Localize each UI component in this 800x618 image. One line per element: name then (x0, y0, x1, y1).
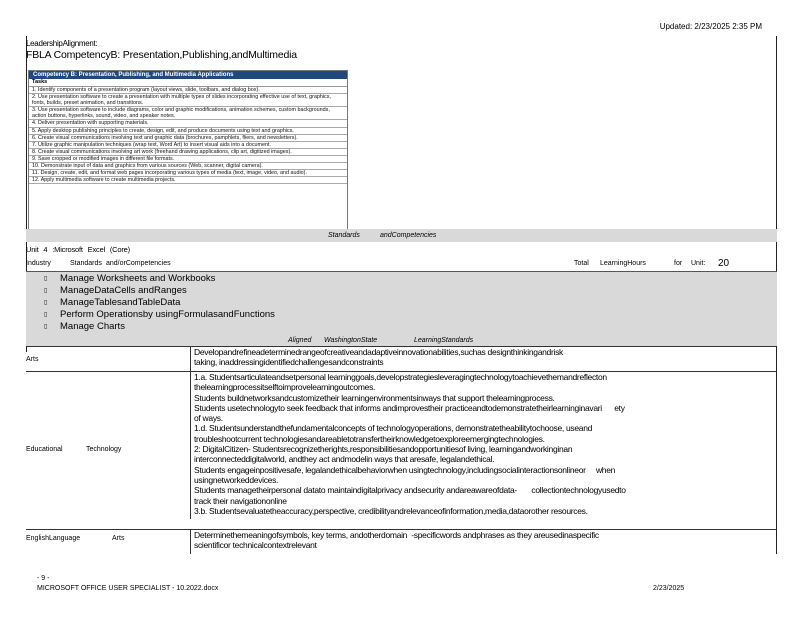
standards-row (26, 529, 777, 554)
aligned-label: Aligned (288, 337, 312, 344)
standard-line: Students engageinpositivesafe, legalandethicalbehaviorwhen usingtechnology,includingsocialinteractionsonlineor when (194, 464, 616, 475)
checkbox-placeholder-icon: ▯ (44, 275, 48, 282)
standard-line: Developandrefineadeterminedrangeofcreativeandadaptiveinnovationabilities,suchas designthinkingandrisk (194, 347, 563, 357)
standard-line: scientificor technicalcontextrelevant (194, 540, 317, 551)
task-item: 6. Create visual communications involving text and graphic data (brochures, pamphlets, fliers, and newsletters). (29, 135, 347, 142)
task-item: 8. Create visual communications involving art work (freehand drawing applications, clip art, digitized images). (29, 149, 347, 156)
industry-standards-line (26, 260, 777, 270)
standards-row (26, 371, 777, 519)
standard-line: 2: DigitalCitizen- Studentsrecognizetherights,responsibilitiesandopportunitiesof living, learningandworkinginan (194, 444, 573, 455)
unit-title: Unit 4 :Microsoft Excel (Core) (26, 245, 130, 254)
standard-line: of ways. (194, 413, 223, 424)
standards-label: Standards (70, 260, 102, 267)
checkbox-placeholder-icon: ▯ (44, 299, 48, 306)
competency-item: ▯ Perform Operationsby usingFormulasandFunctions (44, 309, 275, 320)
standard-line: track their navigationonline (194, 495, 287, 506)
task-list (29, 87, 347, 184)
standard-line: Students managetheirpersonal datato maintaindigitalprivacy andsecurity andareawareofdata- collectiontechnologyusedto (194, 485, 626, 496)
competencies-label: and/orCompetencies (106, 260, 171, 267)
task-item: 11. Design, create, edit, and format web pages incorporating various types of media (text, image, video, and audio). (29, 170, 347, 177)
competency-box-header: Competency B: Presentation, Publishing, and Multimedia Applications (29, 71, 347, 79)
learning-hours-value: 20 (718, 258, 730, 269)
learning-hours-label: LearningHours (600, 260, 646, 267)
task-item: 12. Apply multimedia software to create multimedia projects. (29, 177, 347, 184)
washington-state-label: WashingtonState (324, 337, 378, 344)
standard-line: Students usetechnologyto seek feedback that informs andimprovestheir practiceandtodemonstratetheirlearninginavari ety (194, 402, 625, 413)
subject-label: Technology (86, 446, 122, 453)
task-item: 9. Save cropped or modified images in different file formats. (29, 156, 347, 163)
total-label: Total (574, 260, 589, 267)
standard-line: usingnetworkeddevices. (194, 474, 279, 485)
standards-bar-right: andCompetencies (380, 232, 437, 239)
task-item: 5. Apply desktop publishing principles to create, design, edit, and produce documents using text and graphics. (29, 128, 347, 135)
standard-text (190, 530, 778, 554)
standards-competencies-bar (26, 229, 777, 242)
unit-label: Unit: (691, 260, 706, 267)
checkbox-placeholder-icon: ▯ (44, 311, 48, 318)
competency-item: ▯ Manage Worksheets and Workbooks (44, 273, 216, 284)
competency-item: ▯ ManageTablesandTableData (44, 297, 181, 308)
subject-label: Educational (26, 446, 63, 453)
task-item: 10. Demonstrate input of data and graphics from various sources (Web, scanner, digital camera). (29, 163, 347, 170)
task-item: 2. Use presentation software to create a presentation with multiple types of slides incorporating effective use of text, graphics, fonts, builds, preset animation, and transitions. (29, 94, 347, 107)
competency-title: FBLA CompetencyB: Presentation,Publishing,andMultimedia (26, 49, 297, 61)
industry-label: Industry (26, 260, 51, 267)
standard-line: interconnecteddigitalworld, andthey act andmodelin ways that aresafe, legalandethical. (194, 454, 495, 465)
standard-line: thelearningprocessitselftoimprovelearningoutcomes. (194, 382, 376, 393)
competency-list (26, 271, 777, 337)
checkbox-placeholder-icon: ▯ (44, 323, 48, 330)
standard-line: troubleshootcurrent technologiesandareabletotransfertheirknowledgetoexploreemergingtechnologies. (194, 433, 545, 444)
standard-line: 1.a. Studentsarticulateandsetpersonal learninggoals,developstrategiesleveragingtechnologytoachievethemandreflecton (194, 372, 607, 382)
standard-line: Students buildnetworksandcustomizetheir learningenvironmentsinways that support thelearningprocess. (194, 392, 555, 403)
task-item: 1. Identify components of a presentation program (layout views, slide, toolbars, and dialog box). (29, 87, 347, 94)
footer-date: 2/23/2025 (653, 585, 685, 592)
subject-label: EnglishLanguage (26, 535, 81, 542)
page-number: - 9 - (37, 575, 50, 582)
standard-text (190, 372, 778, 519)
learning-standards-label: LearningStandards (414, 337, 474, 344)
task-item: 4. Deliver presentation with supporting materials. (29, 120, 347, 127)
document-filename: MICROSOFT OFFICE USER SPECIALIST - 10.2022.docx (37, 585, 219, 592)
standard-text (190, 347, 778, 371)
competency-task-image (28, 70, 348, 231)
task-item: 3. Use presentation software to include diagrams, color and graphic modifications, animation schemes, custom backgrounds, action buttons, hyperlinks, sound, video, and speaker notes. (29, 107, 347, 120)
competency-item: ▯ Manage Charts (44, 321, 125, 332)
updated-timestamp: Updated: 2/23/2025 2:35 PM (659, 22, 762, 31)
standards-row (26, 346, 777, 371)
standard-line: 1.d. Studentsunderstandthefundamentalconcepts of technologyoperations, demonstratetheabilitytochoose, useand (194, 423, 593, 434)
standard-line: taking, inaddressingidentifiedchallengesandconstraints (194, 357, 384, 368)
standards-bar-left: Standards (328, 232, 360, 239)
standard-line: Determinethemeaningofsymbols, key terms, andotherdomain -specificwords andphrases as they areusedinaspecific (194, 530, 599, 540)
for-label: for (674, 260, 683, 267)
standard-line: 3.b. Studentsevaluatetheaccuracy,perspective, credibilityandrelevanceofinformation,media,dataorother resources. (194, 505, 588, 516)
subject-label: Arts (112, 535, 125, 542)
task-item: 7. Utilize graphic manipulation techniques (wrap text, Word Art) to insert visual aids into a document. (29, 142, 347, 149)
competency-item: ▯ ManageDataCells andRanges (44, 285, 187, 296)
subject-label: Arts (26, 356, 39, 363)
checkbox-placeholder-icon: ▯ (44, 287, 48, 294)
tasks-label: Tasks (29, 79, 347, 87)
leadership-alignment-label: LeadershipAlignment: (26, 39, 98, 48)
aligned-standards-bar (26, 335, 777, 346)
